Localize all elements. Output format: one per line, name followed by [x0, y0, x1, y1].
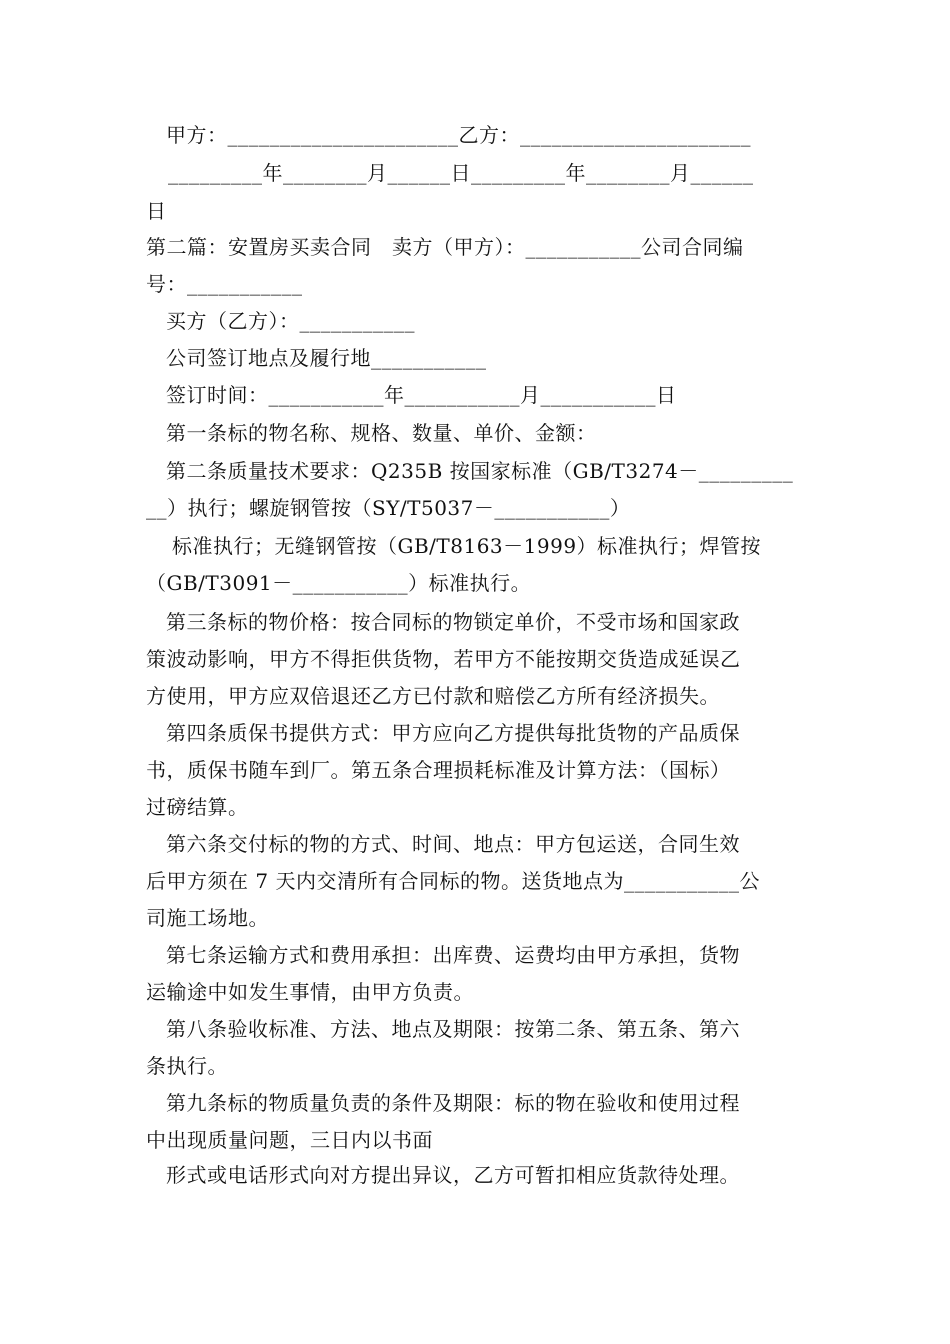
article-6-cont: 司施工场地。	[146, 906, 269, 930]
article-2: 第二条质量技术要求：Q235B 按国家标准（GB/T3274－_________	[166, 459, 794, 483]
article-2-cont: 标准执行；无缝钢管按（GB/T8163－1999）标准执行；焊管按	[172, 534, 762, 558]
article-4-cont: 书，质保书随车到厂。第五条合理损耗标准及计算方法：（国标）	[146, 758, 731, 782]
article-5-cont: 过磅结算。	[146, 795, 249, 819]
signing-time: 签订时间：___________年___________月___________日	[166, 383, 677, 407]
article-3: 第三条标的物价格：按合同标的物锁定单价，不受市场和国家政	[166, 610, 740, 634]
article-8-cont: 条执行。	[146, 1054, 228, 1078]
date-line-cont: 日	[146, 199, 167, 223]
section-heading: 第二篇：安置房买卖合同 卖方（甲方）：___________公司合同编	[146, 235, 744, 259]
article-6-cont: 后甲方须在 7 天内交清所有合同标的物。送货地点为___________公	[146, 869, 760, 893]
article-1: 第一条标的物名称、规格、数量、单价、金额：	[166, 421, 597, 445]
article-8: 第八条验收标准、方法、地点及期限：按第二条、第五条、第六	[166, 1017, 740, 1041]
article-9-cont: 形式或电话形式向对方提出异议，乙方可暂扣相应货款待处理。	[166, 1163, 740, 1187]
article-7-cont: 运输途中如发生事情，由甲方负责。	[146, 980, 474, 1004]
article-9: 第九条标的物质量负责的条件及期限：标的物在验收和使用过程	[166, 1091, 740, 1115]
article-9-cont: 中出现质量问题，三日内以书面	[146, 1128, 433, 1152]
article-6: 第六条交付标的物的方式、时间、地点：甲方包运送，合同生效	[166, 832, 740, 856]
signing-place: 公司签订地点及履行地___________	[166, 346, 487, 370]
article-7: 第七条运输方式和费用承担：出库费、运费均由甲方承担，货物	[166, 943, 740, 967]
date-line: _________年________月______日_________年________月______	[168, 161, 754, 185]
article-2-cont: __）执行；螺旋钢管按（SY/T5037－___________）	[146, 496, 631, 520]
party-signature-line: 甲方：______________________乙方：______________________	[166, 123, 751, 147]
article-3-cont: 方使用，甲方应双倍退还乙方已付款和赔偿乙方所有经济损失。	[146, 684, 720, 708]
article-3-cont: 策波动影响，甲方不得拒供货物，若甲方不能按期交货造成延误乙	[146, 647, 741, 671]
contract-number: 号：___________	[146, 272, 303, 296]
article-2-cont: （GB/T3091－___________）标准执行。	[146, 571, 532, 595]
article-4: 第四条质保书提供方式：甲方应向乙方提供每批货物的产品质保	[166, 721, 740, 745]
buyer-line: 买方（乙方）：___________	[166, 309, 415, 333]
